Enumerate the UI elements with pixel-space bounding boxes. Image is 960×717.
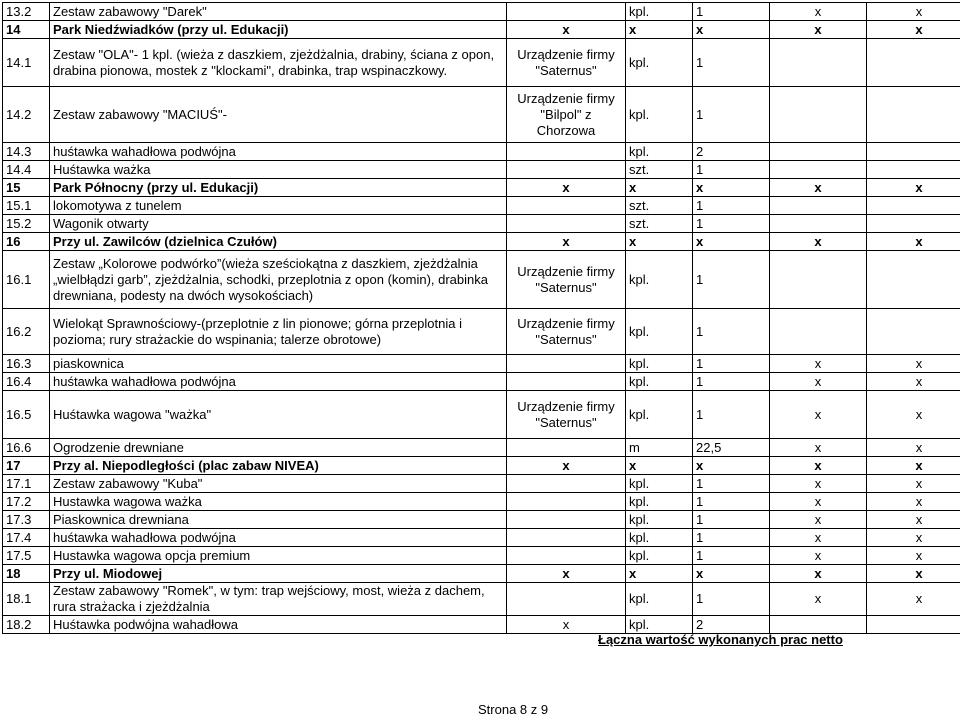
- table-row: [3, 251, 960, 309]
- row-value-2: [867, 197, 960, 215]
- row-value-1: x: [770, 493, 867, 511]
- row-value-2: [867, 251, 960, 309]
- row-unit: kpl.: [626, 547, 693, 565]
- row-value-1: [770, 215, 867, 233]
- row-number: 13.2: [3, 3, 50, 21]
- row-description: Huśtawka ważka: [50, 161, 507, 179]
- row-quantity: 1: [693, 583, 770, 616]
- table-row: [3, 565, 960, 583]
- table-row: [3, 161, 960, 179]
- row-value-2: [867, 87, 960, 143]
- row-value-1: [770, 616, 867, 634]
- row-value-1: x: [770, 511, 867, 529]
- row-description: Hustawka wagowa ważka: [50, 493, 507, 511]
- row-number: 17.4: [3, 529, 50, 547]
- row-value-2: x: [867, 583, 960, 616]
- row-unit: x: [626, 179, 693, 197]
- row-value-2: [867, 215, 960, 233]
- row-number: 17.3: [3, 511, 50, 529]
- row-value-1: x: [770, 3, 867, 21]
- row-unit: kpl.: [626, 251, 693, 309]
- row-value-2: x: [867, 457, 960, 475]
- row-quantity: 22,5: [693, 439, 770, 457]
- row-number: 16.3: [3, 355, 50, 373]
- row-quantity: 1: [693, 87, 770, 143]
- row-number: 16.5: [3, 391, 50, 439]
- row-unit: szt.: [626, 215, 693, 233]
- row-unit: kpl.: [626, 616, 693, 634]
- row-description: Huśtawka podwójna wahadłowa: [50, 616, 507, 634]
- table-row: [3, 87, 960, 143]
- row-unit: m: [626, 439, 693, 457]
- row-value-2: x: [867, 373, 960, 391]
- row-description: Wielokąt Sprawnościowy-(przeplotnie z lin pionowe; górna przeplotnia i pozioma; rury strażackie do wspinania; talerze obrotowe): [50, 309, 507, 355]
- row-value-2: x: [867, 21, 960, 39]
- table-row: [3, 529, 960, 547]
- row-quantity: 1: [693, 529, 770, 547]
- row-quantity: 1: [693, 493, 770, 511]
- row-quantity: 1: [693, 39, 770, 87]
- row-number: 16.4: [3, 373, 50, 391]
- row-number: 17.5: [3, 547, 50, 565]
- row-description: Przy ul. Miodowej: [50, 565, 507, 583]
- row-quantity: 1: [693, 215, 770, 233]
- row-manufacturer: [507, 529, 626, 547]
- row-manufacturer: [507, 439, 626, 457]
- row-quantity: 1: [693, 475, 770, 493]
- row-number: 16.1: [3, 251, 50, 309]
- row-description: Zestaw zabawowy "Romek", w tym: trap wejściowy, most, wieża z dachem, rura strażacka i zjeżdżalnia: [50, 583, 507, 616]
- row-quantity: 1: [693, 373, 770, 391]
- row-value-2: x: [867, 439, 960, 457]
- row-value-1: x: [770, 179, 867, 197]
- row-number: 14.2: [3, 87, 50, 143]
- table-row: [3, 511, 960, 529]
- row-number: 16.2: [3, 309, 50, 355]
- table-row: [3, 309, 960, 355]
- row-description: Przy al. Niepodległości (plac zabaw NIVEA): [50, 457, 507, 475]
- row-description: Wagonik otwarty: [50, 215, 507, 233]
- row-unit: kpl.: [626, 475, 693, 493]
- table-row: [3, 21, 960, 39]
- row-value-2: x: [867, 547, 960, 565]
- row-description: lokomotywa z tunelem: [50, 197, 507, 215]
- table-row: [3, 233, 960, 251]
- row-value-1: x: [770, 565, 867, 583]
- row-number: 18.2: [3, 616, 50, 634]
- row-description: piaskownica: [50, 355, 507, 373]
- table-row: [3, 197, 960, 215]
- table-row: [3, 3, 960, 21]
- table-row: [3, 143, 960, 161]
- row-quantity: x: [693, 179, 770, 197]
- row-unit: x: [626, 565, 693, 583]
- row-unit: kpl.: [626, 373, 693, 391]
- row-quantity: 1: [693, 391, 770, 439]
- row-manufacturer: [507, 143, 626, 161]
- row-description: Park Północny (przy ul. Edukacji): [50, 179, 507, 197]
- row-value-1: x: [770, 21, 867, 39]
- row-unit: kpl.: [626, 583, 693, 616]
- row-manufacturer: x: [507, 565, 626, 583]
- row-value-2: [867, 161, 960, 179]
- table-row: [3, 215, 960, 233]
- row-manufacturer: [507, 161, 626, 179]
- row-description: Przy ul. Zawilców (dzielnica Czułów): [50, 233, 507, 251]
- row-value-2: x: [867, 3, 960, 21]
- row-description: Hustawka wagowa opcja premium: [50, 547, 507, 565]
- row-value-1: [770, 197, 867, 215]
- row-unit: x: [626, 233, 693, 251]
- row-description: Huśtawka wagowa "ważka": [50, 391, 507, 439]
- row-value-2: [867, 39, 960, 87]
- row-unit: kpl.: [626, 87, 693, 143]
- row-value-2: [867, 309, 960, 355]
- row-description: huśtawka wahadłowa podwójna: [50, 143, 507, 161]
- row-value-2: x: [867, 511, 960, 529]
- row-value-1: x: [770, 547, 867, 565]
- row-number: 14.4: [3, 161, 50, 179]
- row-description: Zestaw zabawowy "Darek": [50, 3, 507, 21]
- row-value-1: x: [770, 529, 867, 547]
- row-manufacturer: [507, 355, 626, 373]
- row-value-2: x: [867, 493, 960, 511]
- row-manufacturer: [507, 547, 626, 565]
- row-quantity: 1: [693, 511, 770, 529]
- table-row: [3, 475, 960, 493]
- row-number: 15: [3, 179, 50, 197]
- row-manufacturer: Urządzenie firmy "Saternus": [507, 309, 626, 355]
- row-unit: kpl.: [626, 143, 693, 161]
- summary-label: Łączna wartość wykonanych prac netto: [598, 632, 843, 647]
- row-manufacturer: x: [507, 616, 626, 634]
- row-quantity: 2: [693, 616, 770, 634]
- row-value-1: [770, 143, 867, 161]
- row-value-1: x: [770, 373, 867, 391]
- row-value-2: x: [867, 179, 960, 197]
- row-value-1: x: [770, 583, 867, 616]
- row-quantity: x: [693, 457, 770, 475]
- row-number: 15.2: [3, 215, 50, 233]
- row-value-2: x: [867, 529, 960, 547]
- row-manufacturer: Urządzenie firmy "Saternus": [507, 391, 626, 439]
- row-value-1: x: [770, 233, 867, 251]
- row-description: Zestaw zabawowy "MACIUŚ"-: [50, 87, 507, 143]
- row-quantity: 1: [693, 355, 770, 373]
- inventory-table: [2, 2, 960, 634]
- row-manufacturer: [507, 511, 626, 529]
- row-quantity: 1: [693, 309, 770, 355]
- table-row: [3, 373, 960, 391]
- row-value-1: x: [770, 391, 867, 439]
- row-unit: kpl.: [626, 3, 693, 21]
- table-row: [3, 547, 960, 565]
- row-description: huśtawka wahadłowa podwójna: [50, 373, 507, 391]
- inventory-table-body: [3, 3, 960, 634]
- row-value-1: x: [770, 475, 867, 493]
- row-manufacturer: Urządzenie firmy "Saternus": [507, 39, 626, 87]
- row-description: Zestaw "OLA"- 1 kpl. (wieża z daszkiem, zjeżdżalnia, drabiny, ściana z opon, drabina pionowa, mostek z "klockami", drabinka, trap wspinaczkowy.: [50, 39, 507, 87]
- row-number: 18.1: [3, 583, 50, 616]
- table-row: [3, 493, 960, 511]
- row-manufacturer: [507, 197, 626, 215]
- row-value-1: [770, 309, 867, 355]
- row-value-1: [770, 161, 867, 179]
- row-quantity: x: [693, 21, 770, 39]
- row-unit: kpl.: [626, 391, 693, 439]
- row-number: 17: [3, 457, 50, 475]
- row-manufacturer: x: [507, 21, 626, 39]
- table-row: [3, 439, 960, 457]
- row-unit: kpl.: [626, 493, 693, 511]
- row-manufacturer: [507, 475, 626, 493]
- table-row: [3, 39, 960, 87]
- row-manufacturer: Urządzenie firmy "Saternus": [507, 251, 626, 309]
- page-footer: Strona 8 z 9: [478, 702, 549, 717]
- table-row: [3, 391, 960, 439]
- row-value-1: [770, 39, 867, 87]
- row-unit: kpl.: [626, 355, 693, 373]
- row-number: 15.1: [3, 197, 50, 215]
- row-quantity: 2: [693, 143, 770, 161]
- row-number: 16: [3, 233, 50, 251]
- row-description: Park Niedźwiadków (przy ul. Edukacji): [50, 21, 507, 39]
- row-number: 17.2: [3, 493, 50, 511]
- row-description: Ogrodzenie drewniane: [50, 439, 507, 457]
- row-value-1: x: [770, 439, 867, 457]
- row-value-1: [770, 251, 867, 309]
- row-value-2: x: [867, 355, 960, 373]
- row-number: 14.1: [3, 39, 50, 87]
- row-manufacturer: [507, 583, 626, 616]
- row-unit: kpl.: [626, 511, 693, 529]
- row-unit: kpl.: [626, 39, 693, 87]
- row-quantity: x: [693, 233, 770, 251]
- row-number: 18: [3, 565, 50, 583]
- row-value-2: x: [867, 391, 960, 439]
- row-quantity: 1: [693, 3, 770, 21]
- table-row: [3, 457, 960, 475]
- row-value-1: [770, 87, 867, 143]
- row-unit: kpl.: [626, 529, 693, 547]
- row-number: 14.3: [3, 143, 50, 161]
- row-value-1: x: [770, 457, 867, 475]
- row-manufacturer: x: [507, 233, 626, 251]
- row-manufacturer: Urządzenie firmy "Bilpol" z Chorzowa: [507, 87, 626, 143]
- row-manufacturer: x: [507, 457, 626, 475]
- row-unit: szt.: [626, 161, 693, 179]
- table-row: [3, 355, 960, 373]
- row-unit: szt.: [626, 197, 693, 215]
- row-unit: x: [626, 457, 693, 475]
- row-manufacturer: [507, 215, 626, 233]
- row-manufacturer: x: [507, 179, 626, 197]
- row-description: huśtawka wahadłowa podwójna: [50, 529, 507, 547]
- row-value-2: [867, 143, 960, 161]
- table-row: [3, 616, 960, 634]
- row-quantity: 1: [693, 547, 770, 565]
- row-value-2: x: [867, 475, 960, 493]
- row-unit: kpl.: [626, 309, 693, 355]
- row-number: 17.1: [3, 475, 50, 493]
- row-manufacturer: [507, 493, 626, 511]
- row-value-2: x: [867, 233, 960, 251]
- row-value-2: [867, 616, 960, 634]
- row-value-2: x: [867, 565, 960, 583]
- row-number: 16.6: [3, 439, 50, 457]
- table-row: [3, 179, 960, 197]
- row-manufacturer: [507, 3, 626, 21]
- row-value-1: x: [770, 355, 867, 373]
- row-manufacturer: [507, 373, 626, 391]
- row-quantity: 1: [693, 197, 770, 215]
- row-quantity: 1: [693, 161, 770, 179]
- row-quantity: 1: [693, 251, 770, 309]
- row-unit: x: [626, 21, 693, 39]
- row-number: 14: [3, 21, 50, 39]
- row-description: Zestaw „Kolorowe podwórko”(wieża sześciokątna z daszkiem, zjeżdżalnia „wielbłądzi garb”, zjeżdżalnia, schodki, przeplotnia z opon (komin), drabinka drewniana, podesty na dwóch wysokościach): [50, 251, 507, 309]
- row-description: Piaskownica drewniana: [50, 511, 507, 529]
- row-quantity: x: [693, 565, 770, 583]
- row-description: Zestaw zabawowy "Kuba": [50, 475, 507, 493]
- table-row: [3, 583, 960, 616]
